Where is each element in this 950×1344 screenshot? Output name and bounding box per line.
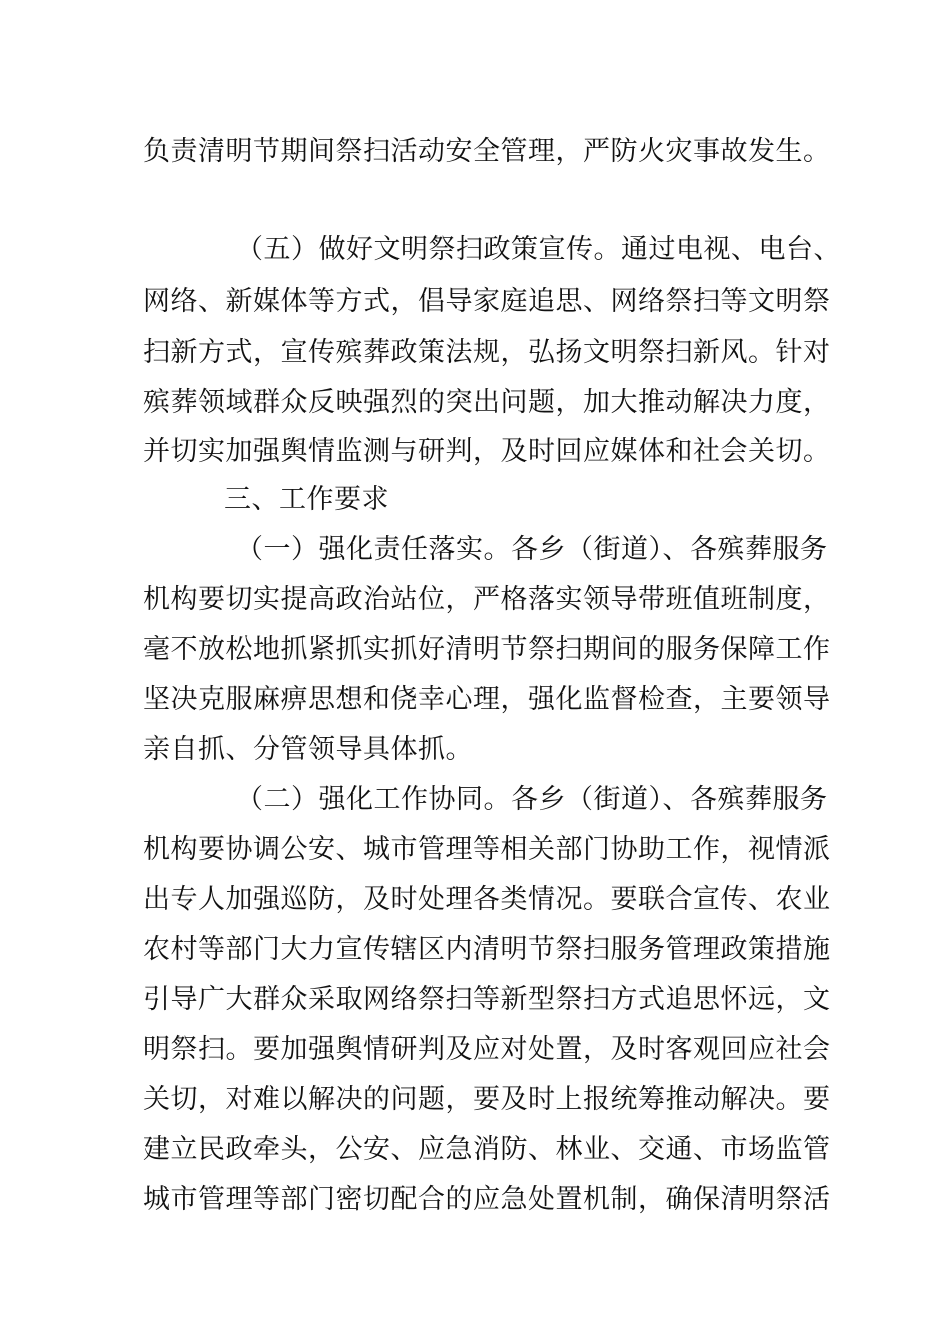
text-line: 负责清明节期间祭扫活动安全管理，严防火灾事故发生。 (143, 136, 831, 167)
text-line: 并切实加强舆情监测与研判，及时回应媒体和社会关切。 (143, 436, 831, 467)
text-line: 机构要切实提高政治站位，严格落实领导带班值班制度， (143, 584, 831, 615)
section-heading-one: （一）强化责任落实。各乡（街道）、各殡葬服务 (236, 534, 828, 565)
text-line: 亲自抓、分管领导具体抓。 (143, 734, 473, 765)
text-line: 网络、新媒体等方式，倡导家庭追思、网络祭扫等文明祭 (143, 286, 831, 317)
text-line: 毫不放松地抓紧抓实抓好清明节祭扫期间的服务保障工作 (143, 634, 831, 665)
section-heading-work-requirements: 三、工作要求 (224, 484, 389, 515)
text-line: 建立民政牵头，公安、应急消防、林业、交通、市场监管 (143, 1134, 831, 1165)
text-line: 农村等部门大力宣传辖区内清明节祭扫服务管理政策措施 (143, 934, 831, 965)
text-line: 机构要协调公安、城市管理等相关部门协助工作，视情派 (143, 834, 831, 865)
text-line: 引导广大群众采取网络祭扫等新型祭扫方式追思怀远，文 (143, 984, 831, 1015)
text-line: 出专人加强巡防，及时处理各类情况。要联合宣传、农业 (143, 884, 831, 915)
text-line: 关切，对难以解决的问题，要及时上报统筹推动解决。要 (143, 1084, 831, 1115)
text-line: 明祭扫。要加强舆情研判及应对处置，及时客观回应社会 (143, 1034, 831, 1065)
section-heading-five: （五）做好文明祭扫政策宣传。通过电视、电台、 (236, 234, 841, 265)
text-line: 城市管理等部门密切配合的应急处置机制，确保清明祭活 (143, 1184, 831, 1215)
text-line: 殡葬领域群众反映强烈的突出问题，加大推动解决力度， (143, 387, 831, 418)
section-heading-two: （二）强化工作协同。各乡（街道）、各殡葬服务 (236, 784, 828, 815)
text-line: 扫新方式，宣传殡葬政策法规，弘扬文明祭扫新风。针对 (143, 337, 831, 368)
text-line: 坚决克服麻痹思想和侥幸心理，强化监督检查，主要领导 (143, 684, 831, 715)
